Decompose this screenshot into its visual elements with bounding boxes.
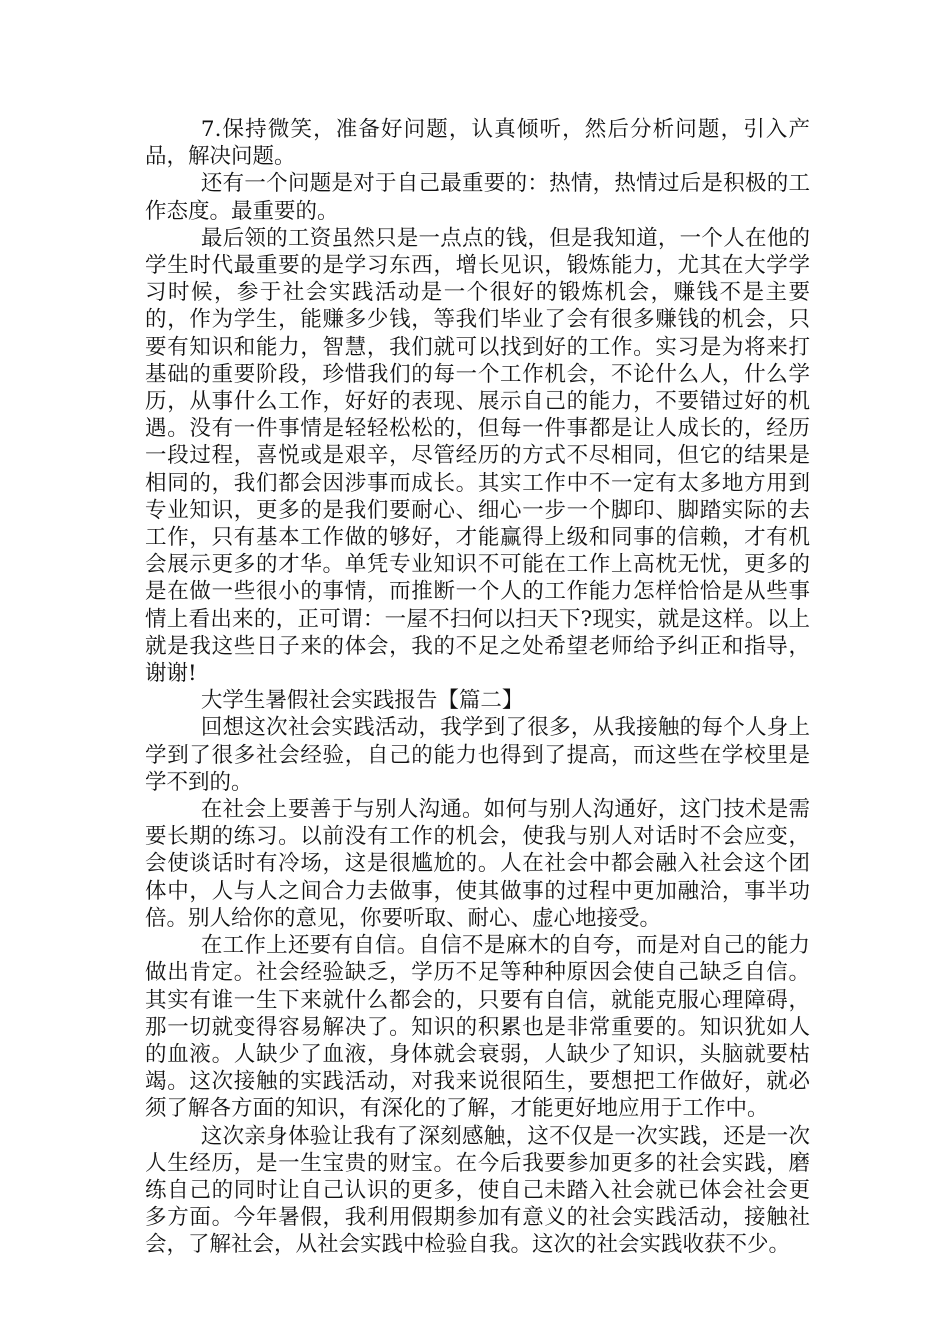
paragraph-communication: 在社会上要善于与别人沟通。如何与别人沟通好，这门技术是需要长期的练习。以前没有工作的机会，使我与别人对话时不会应变，会使谈话时有冷场，这是很尴尬的。人在社会中都会融入社会这个团体中，人与人之间合力去做事，使其做事的过程中更加融洽，事半功倍。别人给你的意见，你要听取、耐心、虚心地接受。 bbox=[145, 797, 810, 931]
paragraph-reflection: 最后领的工资虽然只是一点点的钱，但是我知道，一个人在他的学生时代最重要的是学习东西，增长见识，锻炼能力，尤其在大学学习时候，参于社会实践活动是一个很好的锻炼机会，赚钱不是主要的，作为学生，能赚多少钱，等我们毕业了会有很多赚钱的机会，只要有知识和能力，智慧，我们就可以找到好的工作。实习是为将来打基础的重要阶段，珍惜我们的每一个工作机会，不论什么人，什么学历，从事什么工作，好好的表现、展示自己的能力，不要错过好的机遇。没有一件事情是轻轻松松的，但每一件事都是让人成长的，经历一段过程，喜悦或是艰辛，尽管经历的方式不尽相同，但它的结果是相同的，我们都会因涉事而成长。其实工作中不一定有太多地方用到专业知识，更多的是我们要耐心、细心一步一个脚印、脚踏实际的去工作，只有基本工作做的够好，才能赢得上级和同事的信赖，才有机会展示更多的才华。单凭专业知识不可能在工作上高枕无忧，更多的是在做一些很小的事情，而推断一个人的工作能力怎样恰恰是从些事情上看出来的，正可谓：一屋不扫何以扫天下?现实，就是这样。以上就是我这些日子来的体会，我的不足之处希望老师给予纠正和指导，谢谢! bbox=[145, 225, 810, 687]
paragraph-conclusion: 这次亲身体验让我有了深刻感触，这不仅是一次实践，还是一次人生经历，是一生宝贵的财宝。在今后我要参加更多的社会实践，磨练自己的同时让自己认识的更多，使自己未踏入社会就已体会社会更多方面。今年暑假，我利用假期参加有意义的社会实践活动，接触社会，了解社会，从社会实践中检验自我。这次的社会实践收获不少。 bbox=[145, 1123, 810, 1258]
paragraph-confidence: 在工作上还要有自信。自信不是麻木的自夸，而是对自己的能力做出肯定。社会经验缺乏，学历不足等种种原因会使自己缺乏自信。其实有谁一生下来就什么都会的，只要有自信，就能克服心理障碍，那一切就变得容易解决了。知识的积累也是非常重要的。知识犹如人的血液。人缺少了血液，身体就会衰弱，人缺少了知识，头脑就要枯竭。这次接触的实践活动，对我来说很陌生，要想把工作做好，就必须了解各方面的知识，有深化的了解，才能更好地应用于工作中。 bbox=[145, 933, 810, 1122]
paragraph-tip-7: 7.保持微笑，准备好问题，认真倾听，然后分析问题，引入产品，解决问题。 bbox=[145, 117, 810, 170]
section-heading: 大学生暑假社会实践报告【篇二】 bbox=[200, 688, 524, 714]
paragraph-recall: 回想这次社会实践活动，我学到了很多，从我接触的每个人身上学到了很多社会经验，自己的能力也得到了提高，而这些在学校里是学不到的。 bbox=[145, 715, 810, 795]
paragraph-enthusiasm: 还有一个问题是对于自己最重要的：热情，热情过后是积极的工作态度。最重要的。 bbox=[145, 171, 810, 224]
document-body bbox=[145, 116, 810, 1259]
